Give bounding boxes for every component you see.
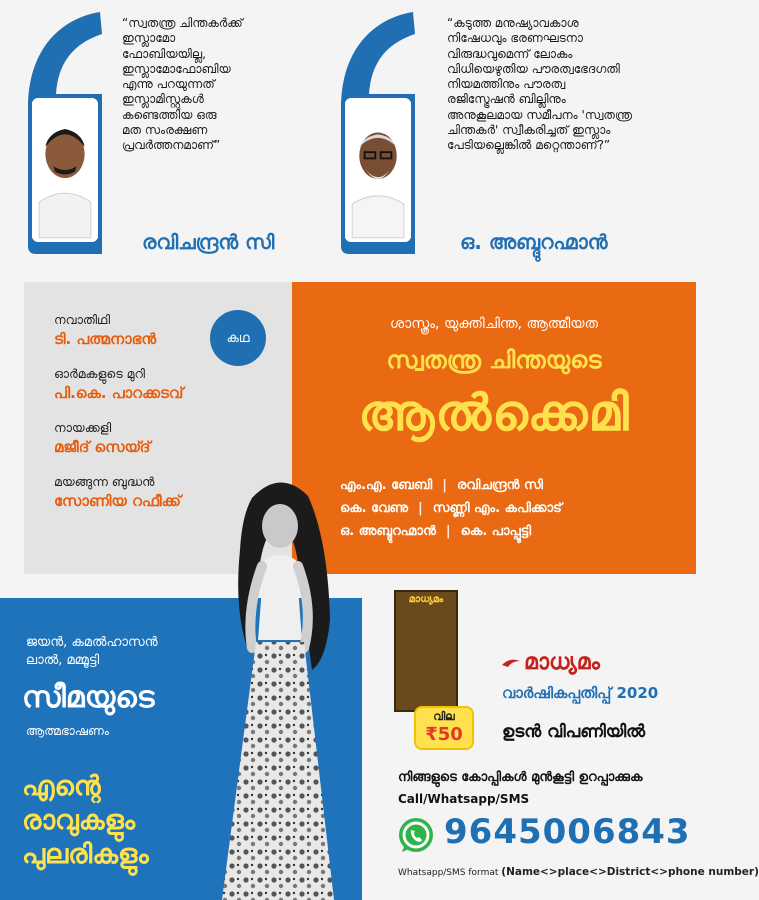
seema-highlight: എന്റെ രാവുകളും പുലരികളും bbox=[22, 771, 149, 870]
price-badge bbox=[414, 706, 474, 750]
quote-text: “കടുത്ത മനുഷ്യാവകാശ നിഷേധവും ഭരണഘടനാ വിരുദ്ധവുമെന്ന് ലോകം വിധിയെഴുതിയ പൗരത്വഭേദഗതി നിയമത്തിനും പൗരത്വ രജിസ്ട്രേഷൻ ബില്ലിനും അനുകൂലമായ സമീപനം 'സ്വതന്ത്ര ചിന്തകർ' സ്വീകരിച്ചത് ഇസ്ലാം പേടിയല്ലെങ്കിൽ മറ്റെന്താണ്?” bbox=[447, 16, 632, 153]
seema-subtitle: ആത്മഭാഷണം bbox=[26, 724, 109, 738]
story-title: മയങ്ങുന്ന ബുദ്ധൻ bbox=[54, 474, 155, 489]
divider: | bbox=[445, 524, 451, 539]
story-title: ഓർമകളുടെ മുറി bbox=[54, 366, 145, 381]
writer-name: കെ. വേണു bbox=[340, 501, 409, 516]
whatsapp-icon bbox=[396, 816, 436, 856]
quote-abdurahman bbox=[335, 8, 705, 263]
divider: | bbox=[418, 501, 423, 516]
katha-badge: കഥ bbox=[210, 310, 266, 366]
story-author: മജീദ് സെയ്ദ് bbox=[54, 438, 151, 456]
writer-row bbox=[340, 478, 660, 493]
portrait-ravichandran bbox=[28, 94, 102, 246]
quote-text: “സ്വതന്ത്ര ചിന്തകർക്ക് ഇസ്ലാമോ ഫോബിയയില്ല, ഇസ്ലാമോഫോബിയ എന്നു പറയുന്നത് ഇസ്ലാമിസ്റ്റുകൾ കണ്ടെത്തിയ ഒരു മത സംരക്ഷണ പ്രവർത്തനമാണ്” bbox=[122, 16, 243, 153]
price-value: ₹50 bbox=[425, 724, 463, 745]
feature-title-line1: സ്വതന്ത്ര ചിന്തയുടെ bbox=[386, 346, 602, 374]
story-author: സോണിയ റഫീക്ക് bbox=[54, 492, 181, 510]
contents-section bbox=[24, 282, 696, 574]
story-title: നായക്കളി bbox=[54, 420, 112, 435]
writer-name: രവിചന്ദ്രൻ സി bbox=[456, 478, 543, 493]
feature-subtitle: ശാസ്ത്രം, യുക്തിചിന്ത, ആത്മീയത bbox=[390, 316, 598, 332]
annual-edition: വാർഷികപ്പതിപ്പ് 2020 bbox=[502, 684, 659, 702]
format-value: (Name<>place<>District<>phone number) bbox=[501, 866, 759, 878]
story-author: ടി. പത്മനാഭൻ bbox=[54, 330, 157, 348]
quote-author: ഒ. അബ്ദുറഹ്മാൻ bbox=[460, 230, 608, 254]
magazine-cover bbox=[394, 590, 458, 712]
story-author: പി.കെ. പാറക്കടവ് bbox=[54, 384, 184, 402]
reserve-text: നിങ്ങളുടെ കോപ്പികൾ മുൻകൂട്ടി ഉറപ്പാക്കുക bbox=[398, 770, 643, 785]
writer-name: കെ. പാപ്പൂട്ടി bbox=[460, 524, 532, 539]
writer-name: ഒ. അബ്ദുറഹ്മാൻ bbox=[340, 524, 436, 539]
writer-row bbox=[340, 524, 660, 539]
writer-name: സണ്ണി എം. കപിക്കാട് bbox=[432, 501, 562, 516]
seema-title: സീമയുടെ bbox=[22, 680, 155, 715]
brand-logo bbox=[502, 650, 600, 675]
feature-title-line2: ആൽക്കെമി bbox=[358, 384, 630, 442]
market-status: ഉടൻ വിപണിയിൽ bbox=[502, 722, 646, 742]
list-item bbox=[54, 366, 274, 402]
price-label: വില bbox=[433, 710, 455, 723]
list-item bbox=[54, 420, 274, 456]
sms-format bbox=[398, 866, 759, 878]
magazine-panel bbox=[362, 594, 759, 900]
story-title: നവാതിഥി bbox=[54, 312, 111, 327]
quote-author: രവിചന്ദ്രൻ സി bbox=[142, 230, 275, 254]
bird-logo-icon bbox=[502, 657, 520, 669]
cast-names: ജയൻ, കമൽഹാസൻ ലാൽ, മമ്മൂട്ടി bbox=[26, 635, 158, 668]
cover-title: മാധ്യമം bbox=[408, 594, 444, 605]
quote-ravichandran bbox=[22, 8, 322, 263]
phone-number[interactable]: 9645006843 bbox=[444, 812, 691, 852]
writer-list bbox=[340, 478, 660, 547]
woman-photo bbox=[200, 470, 360, 900]
brand-name: മാധ്യമം bbox=[524, 650, 600, 675]
call-label: Call/Whatsapp/SMS bbox=[398, 792, 530, 806]
writer-row bbox=[340, 501, 660, 516]
portrait-abdurahman bbox=[341, 94, 415, 246]
format-label: Whatsapp/SMS format bbox=[398, 868, 499, 878]
writer-name: എം.എ. ബേബി bbox=[340, 478, 433, 493]
divider: | bbox=[442, 478, 447, 493]
